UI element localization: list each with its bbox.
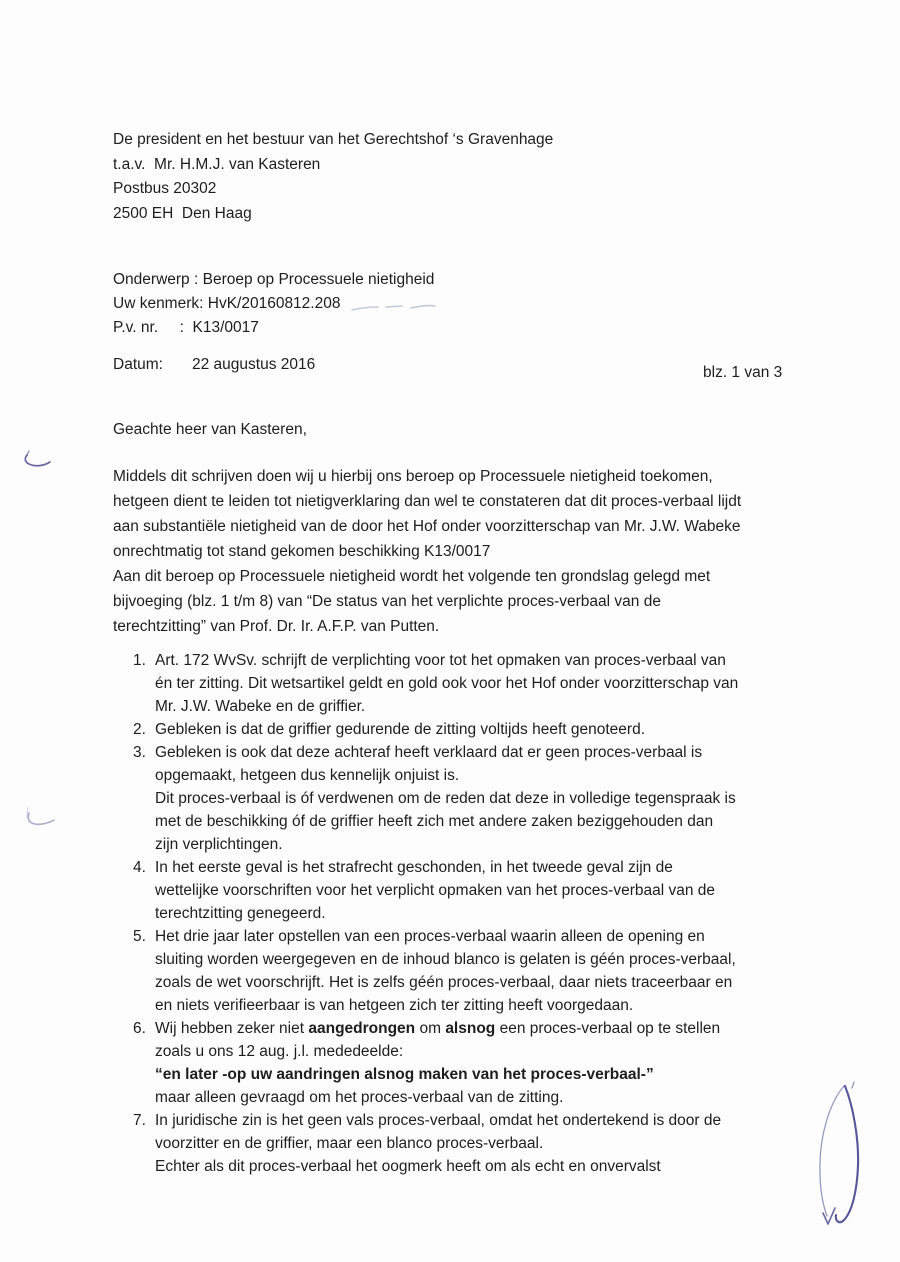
pen-squiggle-icon	[20, 448, 54, 474]
text-segment: opgemaakt, hetgeen dus kennelijk onjuist is.	[155, 767, 460, 784]
list-item-body	[155, 741, 738, 856]
text-segment: Wij hebben zeker niet	[155, 1020, 309, 1037]
page-indicator: blz. 1 van 3	[703, 364, 783, 381]
recipient-line: t.a.v. Mr. H.M.J. van Kasteren	[113, 155, 321, 173]
meta-value: Beroep op Processuele nietigheid	[202, 271, 435, 288]
list-item-number: 1.	[133, 652, 146, 669]
list-item-line	[155, 1017, 738, 1040]
list-item-line	[155, 948, 738, 971]
list-item-body	[155, 649, 738, 718]
list-item-line	[155, 810, 738, 833]
meta-label: Onderwerp :	[113, 271, 203, 288]
list-item-line	[155, 971, 738, 994]
list-item	[133, 649, 738, 718]
list-item-line	[155, 741, 738, 764]
list-item-number: 7.	[133, 1112, 146, 1129]
list-item	[133, 718, 738, 741]
list-item-number: 5.	[133, 928, 146, 945]
list-item-body	[155, 925, 738, 1017]
list-item-line	[155, 1155, 738, 1178]
text-segment: “en later -op uw aandringen alsnog maken van het proces-verbaal-”	[155, 1066, 654, 1083]
text-segment: om	[415, 1020, 446, 1037]
meta-value: K13/0017	[192, 319, 259, 336]
list-item-body	[155, 1017, 738, 1109]
list-item-line	[155, 1063, 738, 1086]
list-item-line	[155, 879, 738, 902]
list-item-number: 6.	[133, 1020, 146, 1037]
text-segment: voorzitter en de griffier, maar een blanco proces-verbaal.	[155, 1135, 544, 1152]
meta-row	[113, 268, 434, 292]
text-segment: Gebleken is ook dat deze achteraf heeft verklaard dat er geen proces-verbaal is	[155, 744, 703, 761]
text-segment: Gebleken is dat de griffier gedurende de zitting voltijds heeft genoteerd.	[155, 721, 646, 738]
list-item-line	[155, 925, 738, 948]
list-item-line	[155, 695, 738, 718]
recipient-address	[113, 128, 553, 226]
intro-paragraph	[113, 464, 741, 639]
meta-label: P.v. nr. :	[113, 319, 193, 336]
intro-line: hetgeen dient te leiden tot nietigverklaring dan wel te constateren dat dit proces-verbaal lijdt	[113, 493, 742, 510]
text-segment: Het drie jaar later opstellen van een proces-verbaal waarin alleen de opening en	[155, 928, 705, 945]
text-segment: In het eerste geval is het strafrecht geschonden, in het tweede geval zijn de	[155, 859, 673, 876]
list-item-line	[155, 764, 738, 787]
text-segment: zoals de wet voorschrijft. Het is zelfs géén proces-verbaal, daar niets traceerbaar en	[155, 974, 733, 991]
meta-block	[113, 268, 434, 340]
list-item	[133, 741, 738, 856]
list-item-line	[155, 1132, 738, 1155]
list-item-line	[155, 833, 738, 856]
list-item-line	[155, 649, 738, 672]
list-item-number: 4.	[133, 859, 146, 876]
recipient-line: 2500 EH Den Haag	[113, 204, 252, 222]
text-segment: sluiting worden weergegeven en de inhoud blanco is gelaten is géén proces-verbaal,	[155, 951, 736, 968]
list-item	[133, 925, 738, 1017]
pen-squiggle-icon	[20, 806, 58, 834]
intro-line: bijvoeging (blz. 1 t/m 8) van “De status van het verplichte proces-verbaal van de	[113, 593, 661, 610]
list-item-body	[155, 1109, 738, 1178]
intro-line: Middels dit schrijven doen wij u hierbij ons beroep op Processuele nietigheid toekomen,	[113, 468, 713, 485]
list-item-number: 2.	[133, 721, 146, 738]
list-item-line	[155, 787, 738, 810]
list-item-line	[155, 902, 738, 925]
list-item-body	[155, 718, 738, 741]
text-segment: terechtzitting genegeerd.	[155, 905, 326, 922]
recipient-line: De president en het bestuur van het Gerechtshof ‘s Gravenhage	[113, 131, 554, 148]
text-segment: én ter zitting. Dit wetsartikel geldt en gold ook voor het Hof onder voorzitterschap van	[155, 675, 739, 692]
text-segment: Mr. J.W. Wabeke en de griffier.	[155, 698, 366, 715]
numbered-list	[133, 649, 738, 1178]
list-item-line	[155, 994, 738, 1017]
text-segment: Dit proces-verbaal is óf verdwenen om de reden dat deze in volledige tegenspraak is	[155, 790, 736, 807]
text-segment: wettelijke voorschriften voor het verplicht opmaken van het proces-verbaal van de	[155, 882, 716, 899]
intro-line: onrechtmatig tot stand gekomen beschikking K13/0017	[113, 543, 491, 560]
text-segment: Art. 172 WvSv. schrijft de verplichting voor tot het opmaken van proces-verbaal van	[155, 652, 726, 669]
text-segment: alsnog	[445, 1020, 496, 1037]
list-item	[133, 1017, 738, 1109]
list-item-line	[155, 856, 738, 879]
text-segment: aangedrongen	[308, 1020, 416, 1037]
text-segment: en niets verifieerbaar is van hetgeen zich ter zitting heeft voorgedaan.	[155, 997, 634, 1014]
list-item	[133, 856, 738, 925]
text-segment: In juridische zin is het geen vals proces-verbaal, omdat het ondertekend is door de	[155, 1112, 722, 1129]
text-segment: met de beschikking óf de griffier heeft zich met andere zaken beziggehouden dan	[155, 813, 714, 830]
date-row	[113, 356, 803, 380]
list-item	[133, 1109, 738, 1178]
pen-stroke-icon	[806, 1076, 870, 1232]
intro-line: aan substantiële nietigheid van de door het Hof onder voorzitterschap van Mr. J.W. Wabeke	[113, 518, 741, 535]
list-item-line	[155, 718, 738, 741]
list-item-line	[155, 1109, 738, 1132]
text-segment: zijn verplichtingen.	[155, 836, 283, 853]
salutation: Geachte heer van Kasteren,	[113, 421, 307, 438]
text-segment: maar alleen gevraagd om het proces-verbaal van de zitting.	[155, 1089, 564, 1106]
date-value: 22 augustus 2016	[192, 356, 316, 373]
text-segment: Echter als dit proces-verbaal het oogmerk heeft om als echt en onvervalst	[155, 1158, 661, 1175]
list-item-line	[155, 1086, 738, 1109]
meta-row	[113, 316, 434, 340]
meta-label: Uw kenmerk:	[113, 295, 208, 312]
intro-line: terechtzitting” van Prof. Dr. Ir. A.F.P. van Putten.	[113, 618, 440, 635]
list-item-number: 3.	[133, 744, 146, 761]
recipient-line: Postbus 20302	[113, 180, 217, 197]
meta-value: HvK/20160812.208	[207, 295, 341, 312]
text-segment: zoals u ons 12 aug. j.l. mededeelde:	[155, 1043, 404, 1060]
date-label: Datum:	[113, 356, 163, 373]
list-item-body	[155, 856, 738, 925]
intro-line: Aan dit beroep op Processuele nietigheid wordt het volgende ten grondslag gelegd met	[113, 568, 711, 585]
meta-row	[113, 292, 434, 316]
list-item-line	[155, 672, 738, 695]
list-item-line	[155, 1040, 738, 1063]
text-segment: een proces-verbaal op te stellen	[495, 1020, 721, 1037]
